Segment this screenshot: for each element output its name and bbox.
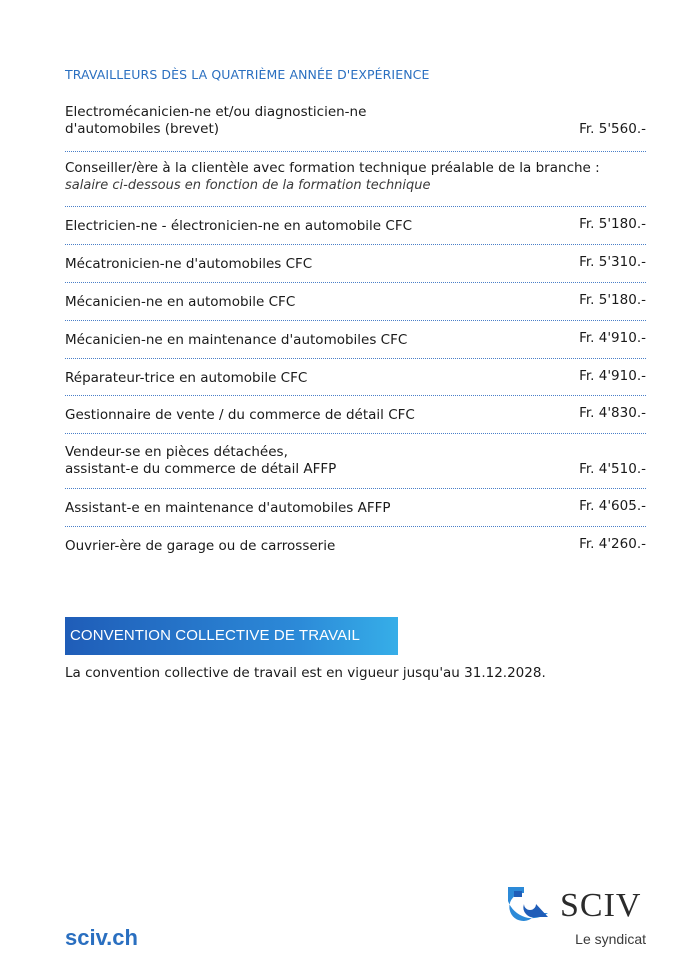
salary-label [65,407,646,424]
salary-amount: Fr. 4'910.- [579,330,646,346]
salary-row [65,489,646,527]
salary-amount: Fr. 5'310.- [579,254,646,270]
salary-row [65,396,646,434]
salary-label-line: Electromécanicien-ne et/ou diagnosticien-ne [65,104,367,120]
salary-amount: Fr. 4'910.- [579,368,646,384]
salary-amount: Fr. 5'180.- [579,292,646,308]
salary-label [65,332,646,349]
salary-amount: Fr. 4'510.- [579,461,646,477]
salary-label-line: Mécatronicien-ne d'automobiles CFC [65,256,313,272]
salary-label [65,500,646,517]
salary-row [65,321,646,359]
salary-label-line: Conseiller/ère à la clientèle avec formation technique préalable de la branche : [65,160,600,176]
salary-label [65,444,646,478]
salary-amount: Fr. 4'260.- [579,536,646,552]
salary-label-line: Mécanicien-ne en automobile CFC [65,294,296,310]
salary-label [65,538,646,555]
salary-label-line: Ouvrier-ère de garage ou de carrosserie [65,538,336,554]
salary-label [65,218,646,235]
salary-label [65,294,646,311]
salary-row [65,527,646,565]
salary-label-line: assistant-e du commerce de détail AFFP [65,461,337,477]
salary-label [65,160,646,177]
salary-amount: Fr. 5'560.- [579,121,646,137]
salary-label-line: Réparateur-trice en automobile CFC [65,370,308,386]
salary-amount: Fr. 4'605.- [579,498,646,514]
salary-row [65,207,646,245]
salary-label [65,370,646,387]
salary-label-line: Gestionnaire de vente / du commerce de détail CFC [65,407,415,423]
salary-row [65,152,646,207]
salary-label-line: Vendeur-se en pièces détachées, [65,444,288,460]
salary-list [65,96,646,565]
logo-tagline: Le syndicat [575,931,646,947]
salary-row [65,283,646,321]
salary-label-line: Electricien-ne - électronicien-ne en automobile CFC [65,218,413,234]
section-title: TRAVAILLEURS DÈS LA QUATRIÈME ANNÉE D'EXPÉRIENCE [65,67,430,82]
salary-label-line: Mécanicien-ne en maintenance d'automobiles CFC [65,332,408,348]
salary-row [65,245,646,283]
website-link[interactable]: sciv.ch [65,925,138,950]
logo-name: SCIV [560,887,642,924]
salary-label-line: d'automobiles (brevet) [65,121,220,137]
salary-amount: Fr. 4'830.- [579,405,646,421]
salary-row [65,434,646,489]
sciv-logo-icon [508,887,550,921]
salary-amount: Fr. 5'180.- [579,216,646,232]
salary-note: salaire ci-dessous en fonction de la formation technique [65,178,431,193]
salary-label-line: Assistant-e en maintenance d'automobiles AFFP [65,500,391,516]
salary-row [65,96,646,152]
salary-label [65,256,646,273]
sciv-logo [508,885,648,955]
salary-row [65,359,646,396]
convention-text: La convention collective de travail est en vigueur jusqu'au 31.12.2028. [65,665,546,681]
convention-heading: CONVENTION COLLECTIVE DE TRAVAIL [65,617,398,655]
salary-label [65,104,646,138]
